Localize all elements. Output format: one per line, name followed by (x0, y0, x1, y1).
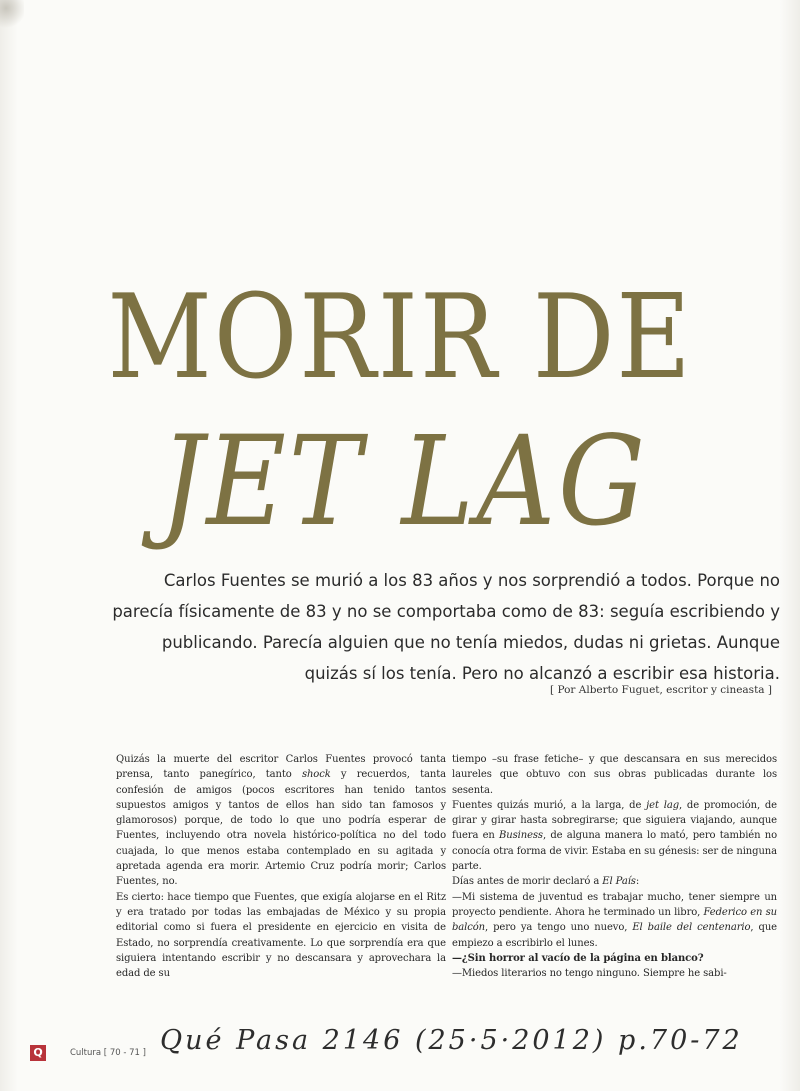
body-column-left (116, 752, 446, 981)
paragraph: Quizás la muerte del escritor Carlos Fuentes provocó tanta prensa, tanto panegírico, tanto shock y recuerdos, tanta confesión de amigos (pocos escritores han tenido tantos supuestos amigos y tantos de ellos han sido tan famosos y glamorosos) porque, de todo lo que uno podría esperar de Fuentes, incluyendo otra novela histórico-política no del todo cuajada, lo que menos estaba contemplado en su agitada y apretada agenda era morir. Artemio Cruz podría morir; Carlos Fuentes, no. (116, 754, 446, 888)
paragraph: tiempo –su frase fetiche– y que descansara en sus merecidos laureles que obtuvo con sus obras publicadas durante los sesenta. (452, 754, 777, 796)
article-lede: Carlos Fuentes se murió a los 83 años y nos sorprendió a todos. Porque no parecía físicamente de 83 y no se comportaba como de 83: seguía escribiendo y publicando. Parecía alguien que no tenía miedos, dudas ni grietas. Aunque quizás sí los tenía. Pero no alcanzó a escribir esa historia. (112, 571, 780, 683)
body-column-right (452, 752, 777, 981)
scan-smudge (0, 0, 24, 30)
magazine-folio: Cultura [ 70 - 71 ] (70, 1048, 146, 1058)
interview-question: —¿Sin horror al vacío de la página en blanco? (452, 952, 704, 964)
paragraph: Días antes de morir declaró a El País: (452, 876, 640, 888)
paragraph: Fuentes quizás murió, a la larga, de jet lag, de promoción, de girar y girar hasta sobregirarse; que siguiera viajando, aunque fuera en Business, de alguna manera lo mató, pero también no conocía otra forma de vivir. Estaba en su génesis: ser de ninguna parte. (452, 799, 777, 873)
paragraph: —Miedos literarios no tengo ninguno. Siempre he sabi- (452, 968, 727, 980)
section-mark-icon: Q (30, 1045, 46, 1061)
headline-line-2: JET LAG (160, 410, 648, 554)
paragraph: —Mi sistema de juventud es trabajar mucho, tener siempre un proyecto pendiente. Ahora he terminado un libro, Federico en su balcón, pero ya tengo uno nuevo, El baile del centenario, que empiezo a escribirlo el lunes. (452, 891, 777, 949)
paragraph: Es cierto: hace tiempo que Fuentes, que exigía alojarse en el Ritz y era tratado por todas las embajadas de México y su propia editorial como si fuera el presidente en ejercicio en visita de Estado, no sorprendía creativamente. Lo que sorprendía era que siguiera intentando escribir y no descansara y aprovechara la edad de su (116, 891, 446, 980)
handwritten-citation: Qué Pasa 2146 (25·5·2012) p.70-72 (160, 1025, 743, 1056)
article-byline: [ Por Alberto Fuguet, escritor y cineasta ] (550, 684, 772, 696)
headline-line-1: MORIR DE (107, 270, 693, 405)
